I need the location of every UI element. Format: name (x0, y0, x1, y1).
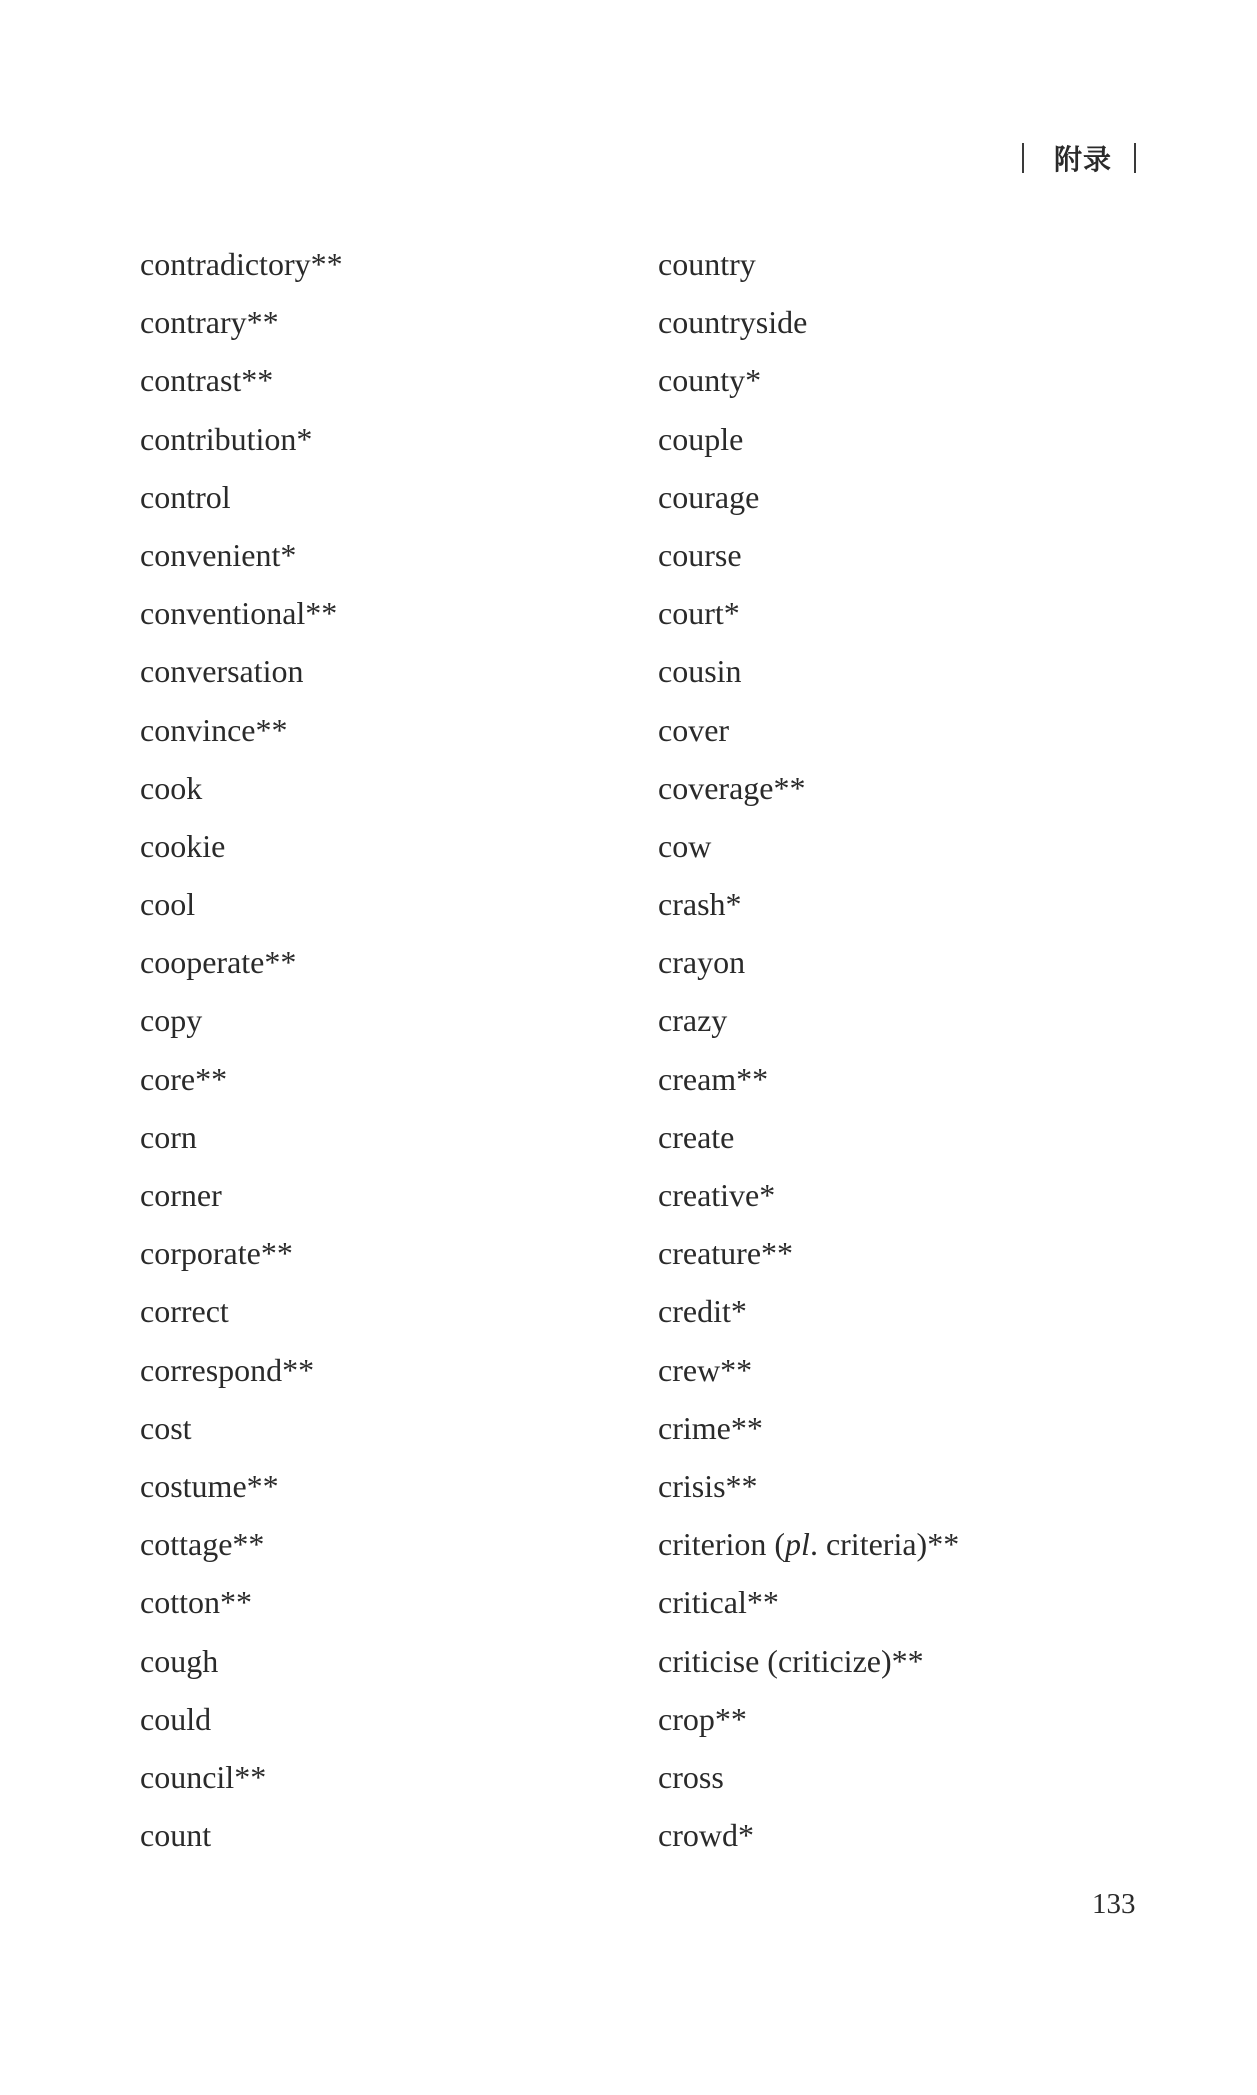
word-item: convenient* (140, 536, 297, 573)
page-number: 133 (1092, 1888, 1136, 1920)
word-item: credit* (658, 1293, 747, 1330)
word-item: cotton** (140, 1584, 252, 1621)
word-item: cow (658, 827, 712, 864)
word-item: cooperate** (140, 944, 297, 981)
word-item: cost (140, 1409, 192, 1446)
word-item: contrast** (140, 362, 274, 399)
word-item: cookie (140, 827, 226, 864)
word-item: creature** (658, 1235, 794, 1272)
word-item: course (658, 536, 742, 573)
word-item: conventional** (140, 595, 338, 632)
word-item: conversation (140, 653, 304, 690)
word-item: crop** (658, 1700, 747, 1737)
criterion-text-before: criterion ( (658, 1526, 786, 1563)
word-item: could (140, 1700, 212, 1737)
word-list-left-column (140, 235, 343, 1864)
word-item: creative* (658, 1177, 776, 1213)
word-item: council** (140, 1758, 267, 1795)
word-item: country (658, 246, 756, 282)
word-item: create (658, 1118, 735, 1155)
word-item: crowd* (658, 1817, 754, 1854)
word-item: corner (140, 1177, 222, 1213)
word-item: crew** (658, 1351, 753, 1388)
word-item: costume** (140, 1467, 279, 1504)
criterion-text-after: . criteria)** (809, 1526, 960, 1563)
word-item-criterion (658, 1515, 959, 1573)
word-item: cough (140, 1642, 219, 1679)
word-item: control (140, 478, 231, 515)
word-item: crisis** (658, 1467, 758, 1504)
word-item: contradictory** (140, 246, 343, 282)
word-item: crime** (658, 1409, 763, 1446)
word-item: court* (658, 595, 740, 632)
word-item: correspond** (140, 1351, 315, 1388)
word-item: convince** (140, 711, 288, 748)
criterion-text-italic: pl (785, 1526, 810, 1563)
word-item: cover (658, 711, 730, 748)
word-item: cool (140, 886, 196, 923)
word-item: cottage** (140, 1526, 265, 1563)
word-item: coverage** (658, 769, 806, 806)
word-item: county* (658, 362, 762, 399)
word-item: contribution* (140, 420, 313, 457)
word-list-right-column (658, 235, 959, 1864)
word-item: core** (140, 1060, 228, 1097)
header-right-rule (1134, 143, 1136, 173)
word-item: copy (140, 1002, 203, 1039)
word-item: count (140, 1817, 212, 1854)
word-item: couple (658, 420, 744, 457)
word-item: corn (140, 1118, 197, 1155)
word-item: corporate** (140, 1235, 293, 1272)
running-header (1022, 138, 1136, 178)
word-item: cook (140, 769, 203, 806)
header-left-rule (1022, 143, 1024, 173)
word-item: countryside (658, 304, 808, 341)
word-item: cross (658, 1758, 724, 1795)
word-item: courage (658, 478, 760, 515)
word-item: crazy (658, 1002, 728, 1039)
header-title: 附录 (1054, 143, 1113, 176)
word-item: cousin (658, 653, 742, 690)
word-item: criticise (criticize)** (658, 1642, 924, 1679)
word-item: contrary** (140, 304, 279, 341)
word-item: crayon (658, 944, 746, 981)
word-item: correct (140, 1293, 229, 1330)
word-item: cream** (658, 1060, 769, 1097)
word-item: critical** (658, 1584, 779, 1621)
word-item: crash* (658, 886, 742, 923)
